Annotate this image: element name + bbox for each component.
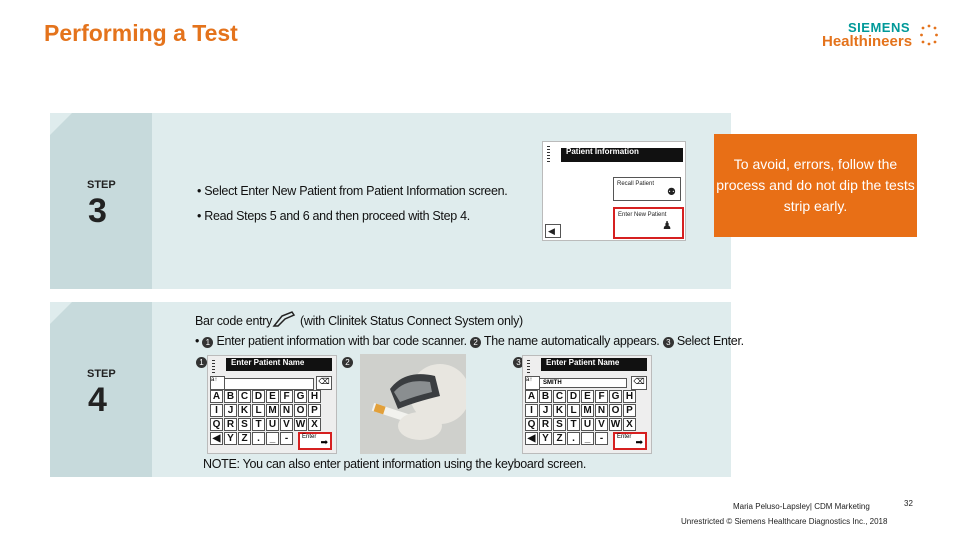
backspace-icon[interactable]: ⌫ bbox=[316, 376, 332, 390]
step4-label: STEP bbox=[87, 368, 116, 380]
key[interactable]: A bbox=[525, 390, 538, 403]
enter-button-1[interactable] bbox=[298, 432, 332, 450]
key[interactable]: V bbox=[595, 418, 608, 431]
enter-button-3[interactable] bbox=[613, 432, 647, 450]
patient-info-screen bbox=[542, 141, 686, 241]
step4-number: 4 bbox=[88, 381, 107, 419]
key[interactable]: Z bbox=[238, 432, 251, 445]
key[interactable]: G bbox=[609, 390, 622, 403]
patients-icon: ⚉ bbox=[667, 187, 676, 198]
key[interactable]: S bbox=[238, 418, 251, 431]
instr-b: The name automatically appears. bbox=[483, 334, 660, 348]
key[interactable]: F bbox=[280, 390, 293, 403]
image-circle-3: 3 bbox=[513, 357, 524, 368]
back-arrow-button[interactable]: ◀ bbox=[545, 224, 561, 238]
step3-bullet-1: • Select Enter New Patient from Patient Information screen. bbox=[197, 184, 508, 198]
recall-patient-button[interactable] bbox=[613, 177, 681, 201]
key[interactable]: Q bbox=[525, 418, 538, 431]
barcode-entry-label: Bar code entry bbox=[195, 314, 273, 328]
left-arrow-key[interactable]: ◀ bbox=[210, 432, 223, 445]
shift-key[interactable]: a↑ bbox=[210, 376, 225, 390]
scroll-marks-icon bbox=[547, 146, 550, 164]
key[interactable]: G bbox=[294, 390, 307, 403]
key[interactable]: U bbox=[581, 418, 594, 431]
key[interactable]: E bbox=[266, 390, 279, 403]
name-input-3[interactable]: SMITH bbox=[539, 378, 627, 388]
step3-number: 3 bbox=[88, 192, 107, 230]
key[interactable]: A bbox=[210, 390, 223, 403]
key[interactable]: - bbox=[595, 432, 608, 445]
backspace-icon[interactable]: ⌫ bbox=[631, 376, 647, 390]
key[interactable]: T bbox=[252, 418, 265, 431]
key[interactable]: X bbox=[623, 418, 636, 431]
key[interactable]: L bbox=[567, 404, 580, 417]
key[interactable]: Q bbox=[210, 418, 223, 431]
recall-patient-label: Recall Patient bbox=[617, 181, 655, 187]
key[interactable]: Y bbox=[539, 432, 552, 445]
name-screen-header-3: Enter Patient Name bbox=[541, 358, 647, 371]
warning-callout: To avoid, errors, follow the process and do not dip the tests strip early. bbox=[714, 134, 917, 237]
enter-label: Enter bbox=[617, 434, 632, 440]
arrow-right-icon: ➡ bbox=[635, 437, 643, 447]
instr-circle-2: 2 bbox=[470, 337, 481, 348]
key[interactable]: O bbox=[609, 404, 622, 417]
key[interactable]: W bbox=[295, 419, 306, 430]
key[interactable]: D bbox=[252, 390, 265, 403]
scroll-marks-icon bbox=[212, 360, 215, 374]
logo-healthineers: Healthineers bbox=[822, 33, 913, 50]
footer-copyright: Unrestricted © Siemens Healthcare Diagnostics Inc., 2018 bbox=[681, 517, 888, 526]
key[interactable]: J bbox=[539, 404, 552, 417]
instr-circle-1: 1 bbox=[202, 337, 213, 348]
key[interactable]: P bbox=[308, 404, 321, 417]
key[interactable]: I bbox=[210, 404, 223, 417]
step4-instructions: • 1 Enter patient information with bar code scanner. 2 The name automatically appears. 3 Select Enter. bbox=[195, 334, 744, 348]
key[interactable]: K bbox=[553, 404, 566, 417]
enter-label: Enter bbox=[302, 434, 317, 440]
key[interactable]: H bbox=[308, 390, 321, 403]
key[interactable]: - bbox=[280, 432, 293, 445]
step3-label: STEP bbox=[87, 179, 116, 191]
key[interactable]: T bbox=[567, 418, 580, 431]
key[interactable]: N bbox=[280, 404, 293, 417]
key[interactable]: N bbox=[595, 404, 608, 417]
name-input-1[interactable] bbox=[224, 378, 314, 390]
patient-info-header: Patient Information bbox=[561, 148, 683, 162]
arrow-right-icon: ➡ bbox=[320, 437, 328, 447]
page-title: Performing a Test bbox=[44, 20, 238, 46]
step4-note: NOTE: You can also enter patient information using the keyboard screen. bbox=[203, 457, 587, 471]
key[interactable]: B bbox=[539, 390, 552, 403]
barcode-scanner-photo bbox=[360, 354, 466, 454]
key[interactable]: . bbox=[567, 432, 580, 445]
step3-bullet-2: • Read Steps 5 and 6 and then proceed with Step 4. bbox=[197, 209, 470, 223]
left-arrow-key[interactable]: ◀ bbox=[525, 432, 538, 445]
shift-key[interactable]: a↑ bbox=[525, 376, 540, 390]
key[interactable]: E bbox=[581, 390, 594, 403]
key[interactable]: D bbox=[567, 390, 580, 403]
key[interactable]: O bbox=[294, 404, 307, 417]
key[interactable]: J bbox=[224, 404, 237, 417]
footer-author: Maria Peluso-Lapsley| CDM Marketing bbox=[733, 502, 870, 511]
key[interactable]: Z bbox=[553, 432, 566, 445]
name-entry-screen-1 bbox=[207, 355, 337, 454]
scanner-illustration bbox=[360, 354, 466, 454]
image-circle-2: 2 bbox=[342, 357, 353, 368]
key[interactable]: _ bbox=[266, 432, 279, 445]
key[interactable]: R bbox=[224, 418, 237, 431]
key[interactable]: V bbox=[280, 418, 293, 431]
barcode-scanner-icon bbox=[272, 308, 296, 328]
name-entry-screen-3 bbox=[522, 355, 652, 454]
logo-dots-icon bbox=[920, 24, 938, 46]
name-screen-header-1: Enter Patient Name bbox=[226, 358, 332, 371]
key[interactable]: M bbox=[581, 404, 594, 417]
instr-c: Select Enter. bbox=[676, 334, 744, 348]
instr-circle-3: 3 bbox=[663, 337, 674, 348]
barcode-entry-note: (with Clinitek Status Connect System only) bbox=[300, 314, 523, 328]
key[interactable]: Y bbox=[224, 432, 237, 445]
enter-new-patient-button[interactable] bbox=[613, 207, 684, 239]
key[interactable]: M bbox=[266, 404, 279, 417]
key[interactable]: X bbox=[308, 418, 321, 431]
key[interactable]: B bbox=[224, 390, 237, 403]
key[interactable]: W bbox=[610, 419, 621, 430]
footer-page-number: 32 bbox=[904, 499, 913, 508]
scroll-marks-icon bbox=[527, 360, 530, 374]
key[interactable]: C bbox=[238, 390, 251, 403]
key[interactable]: R bbox=[539, 418, 552, 431]
logo-siemens: SIEMENS bbox=[848, 20, 911, 35]
key[interactable]: H bbox=[623, 390, 636, 403]
person-icon: ♟ bbox=[662, 220, 672, 232]
image-circle-1: 1 bbox=[196, 357, 207, 368]
key[interactable]: U bbox=[266, 418, 279, 431]
key[interactable]: F bbox=[595, 390, 608, 403]
instr-a: Enter patient information with bar code scanner. bbox=[216, 334, 467, 348]
key[interactable]: L bbox=[252, 404, 265, 417]
key[interactable]: . bbox=[252, 432, 265, 445]
key[interactable]: _ bbox=[581, 432, 594, 445]
key[interactable]: K bbox=[238, 404, 251, 417]
key[interactable]: I bbox=[525, 404, 538, 417]
key[interactable]: S bbox=[553, 418, 566, 431]
key[interactable]: C bbox=[553, 390, 566, 403]
enter-new-patient-label: Enter New Patient bbox=[618, 212, 667, 218]
key[interactable]: P bbox=[623, 404, 636, 417]
